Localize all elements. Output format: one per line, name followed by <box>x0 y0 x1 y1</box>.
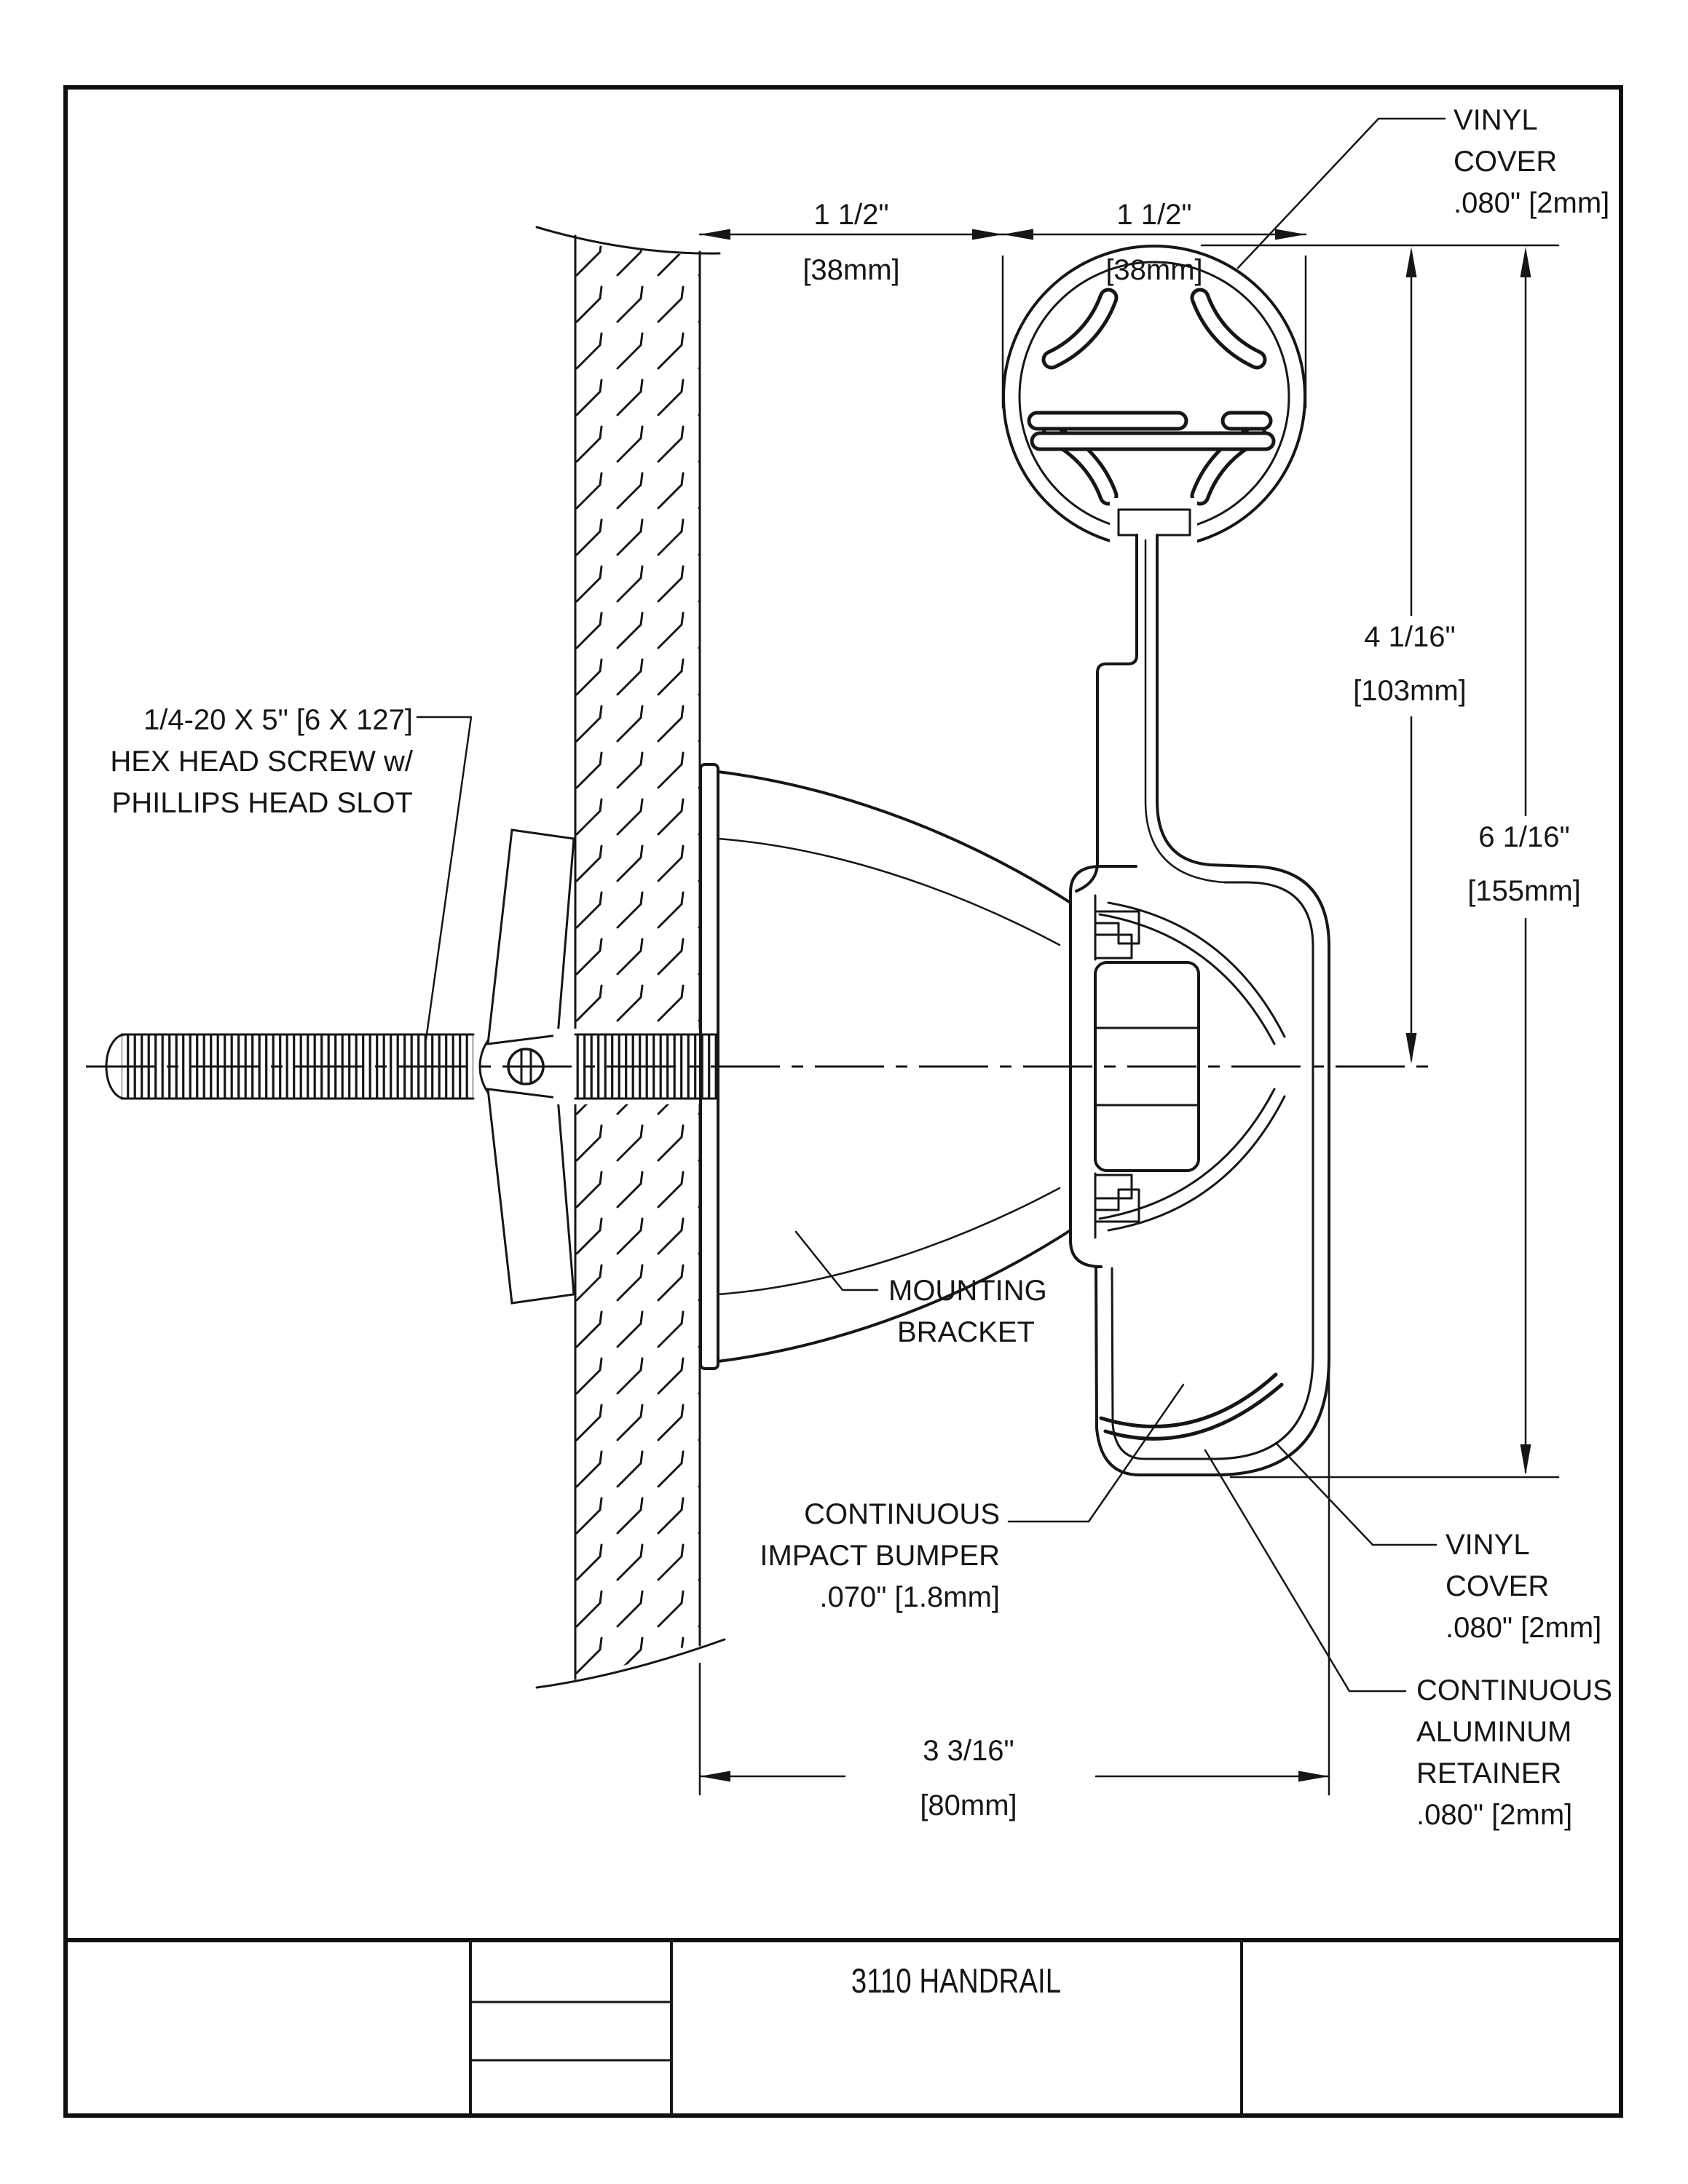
label-line: COVER <box>1454 146 1558 178</box>
label-line: PHILLIPS HEAD SLOT <box>111 787 413 819</box>
dim-text-metric: [103mm] <box>1353 675 1467 707</box>
dim-text: 6 1/16" <box>1478 821 1570 853</box>
label-line: 1/4-20 X 5" [6 X 127] <box>143 704 413 736</box>
dim-text-metric: [155mm] <box>1467 875 1581 907</box>
label-line: .080" [2mm] <box>1446 1612 1602 1644</box>
wall-hatch <box>575 243 700 1680</box>
label-line: RETAINER <box>1416 1757 1562 1789</box>
dim-text-metric: [38mm] <box>802 254 900 286</box>
dim-text-metric: [38mm] <box>1105 254 1203 286</box>
label-line: HEX HEAD SCREW w/ <box>110 745 413 778</box>
label-line: IMPACT BUMPER <box>760 1540 1000 1572</box>
label-line: CONTINUOUS <box>804 1498 1000 1530</box>
label-line: .080" [2mm] <box>1454 187 1610 219</box>
label-line: VINYL <box>1454 104 1538 136</box>
dim-text: 3 3/16" <box>923 1735 1014 1767</box>
dim-text-metric: [80mm] <box>920 1789 1017 1821</box>
label-line: COVER <box>1446 1570 1550 1602</box>
label-line: VINYL <box>1446 1529 1530 1561</box>
label-line: .070" [1.8mm] <box>819 1581 1000 1613</box>
label-line: CONTINUOUS <box>1416 1674 1612 1706</box>
label-line: ALUMINUM <box>1416 1716 1572 1748</box>
dim-text: 1 1/2" <box>813 199 889 231</box>
label-screw <box>110 704 413 819</box>
dim-text: 1 1/2" <box>1116 199 1192 231</box>
title-block-title: 3110 HANDRAIL <box>851 1962 1062 2001</box>
label-line: BRACKET <box>897 1316 1035 1348</box>
label-line: MOUNTING <box>888 1275 1047 1307</box>
label-line: .080" [2mm] <box>1416 1799 1573 1831</box>
dim-text: 4 1/16" <box>1364 621 1456 653</box>
